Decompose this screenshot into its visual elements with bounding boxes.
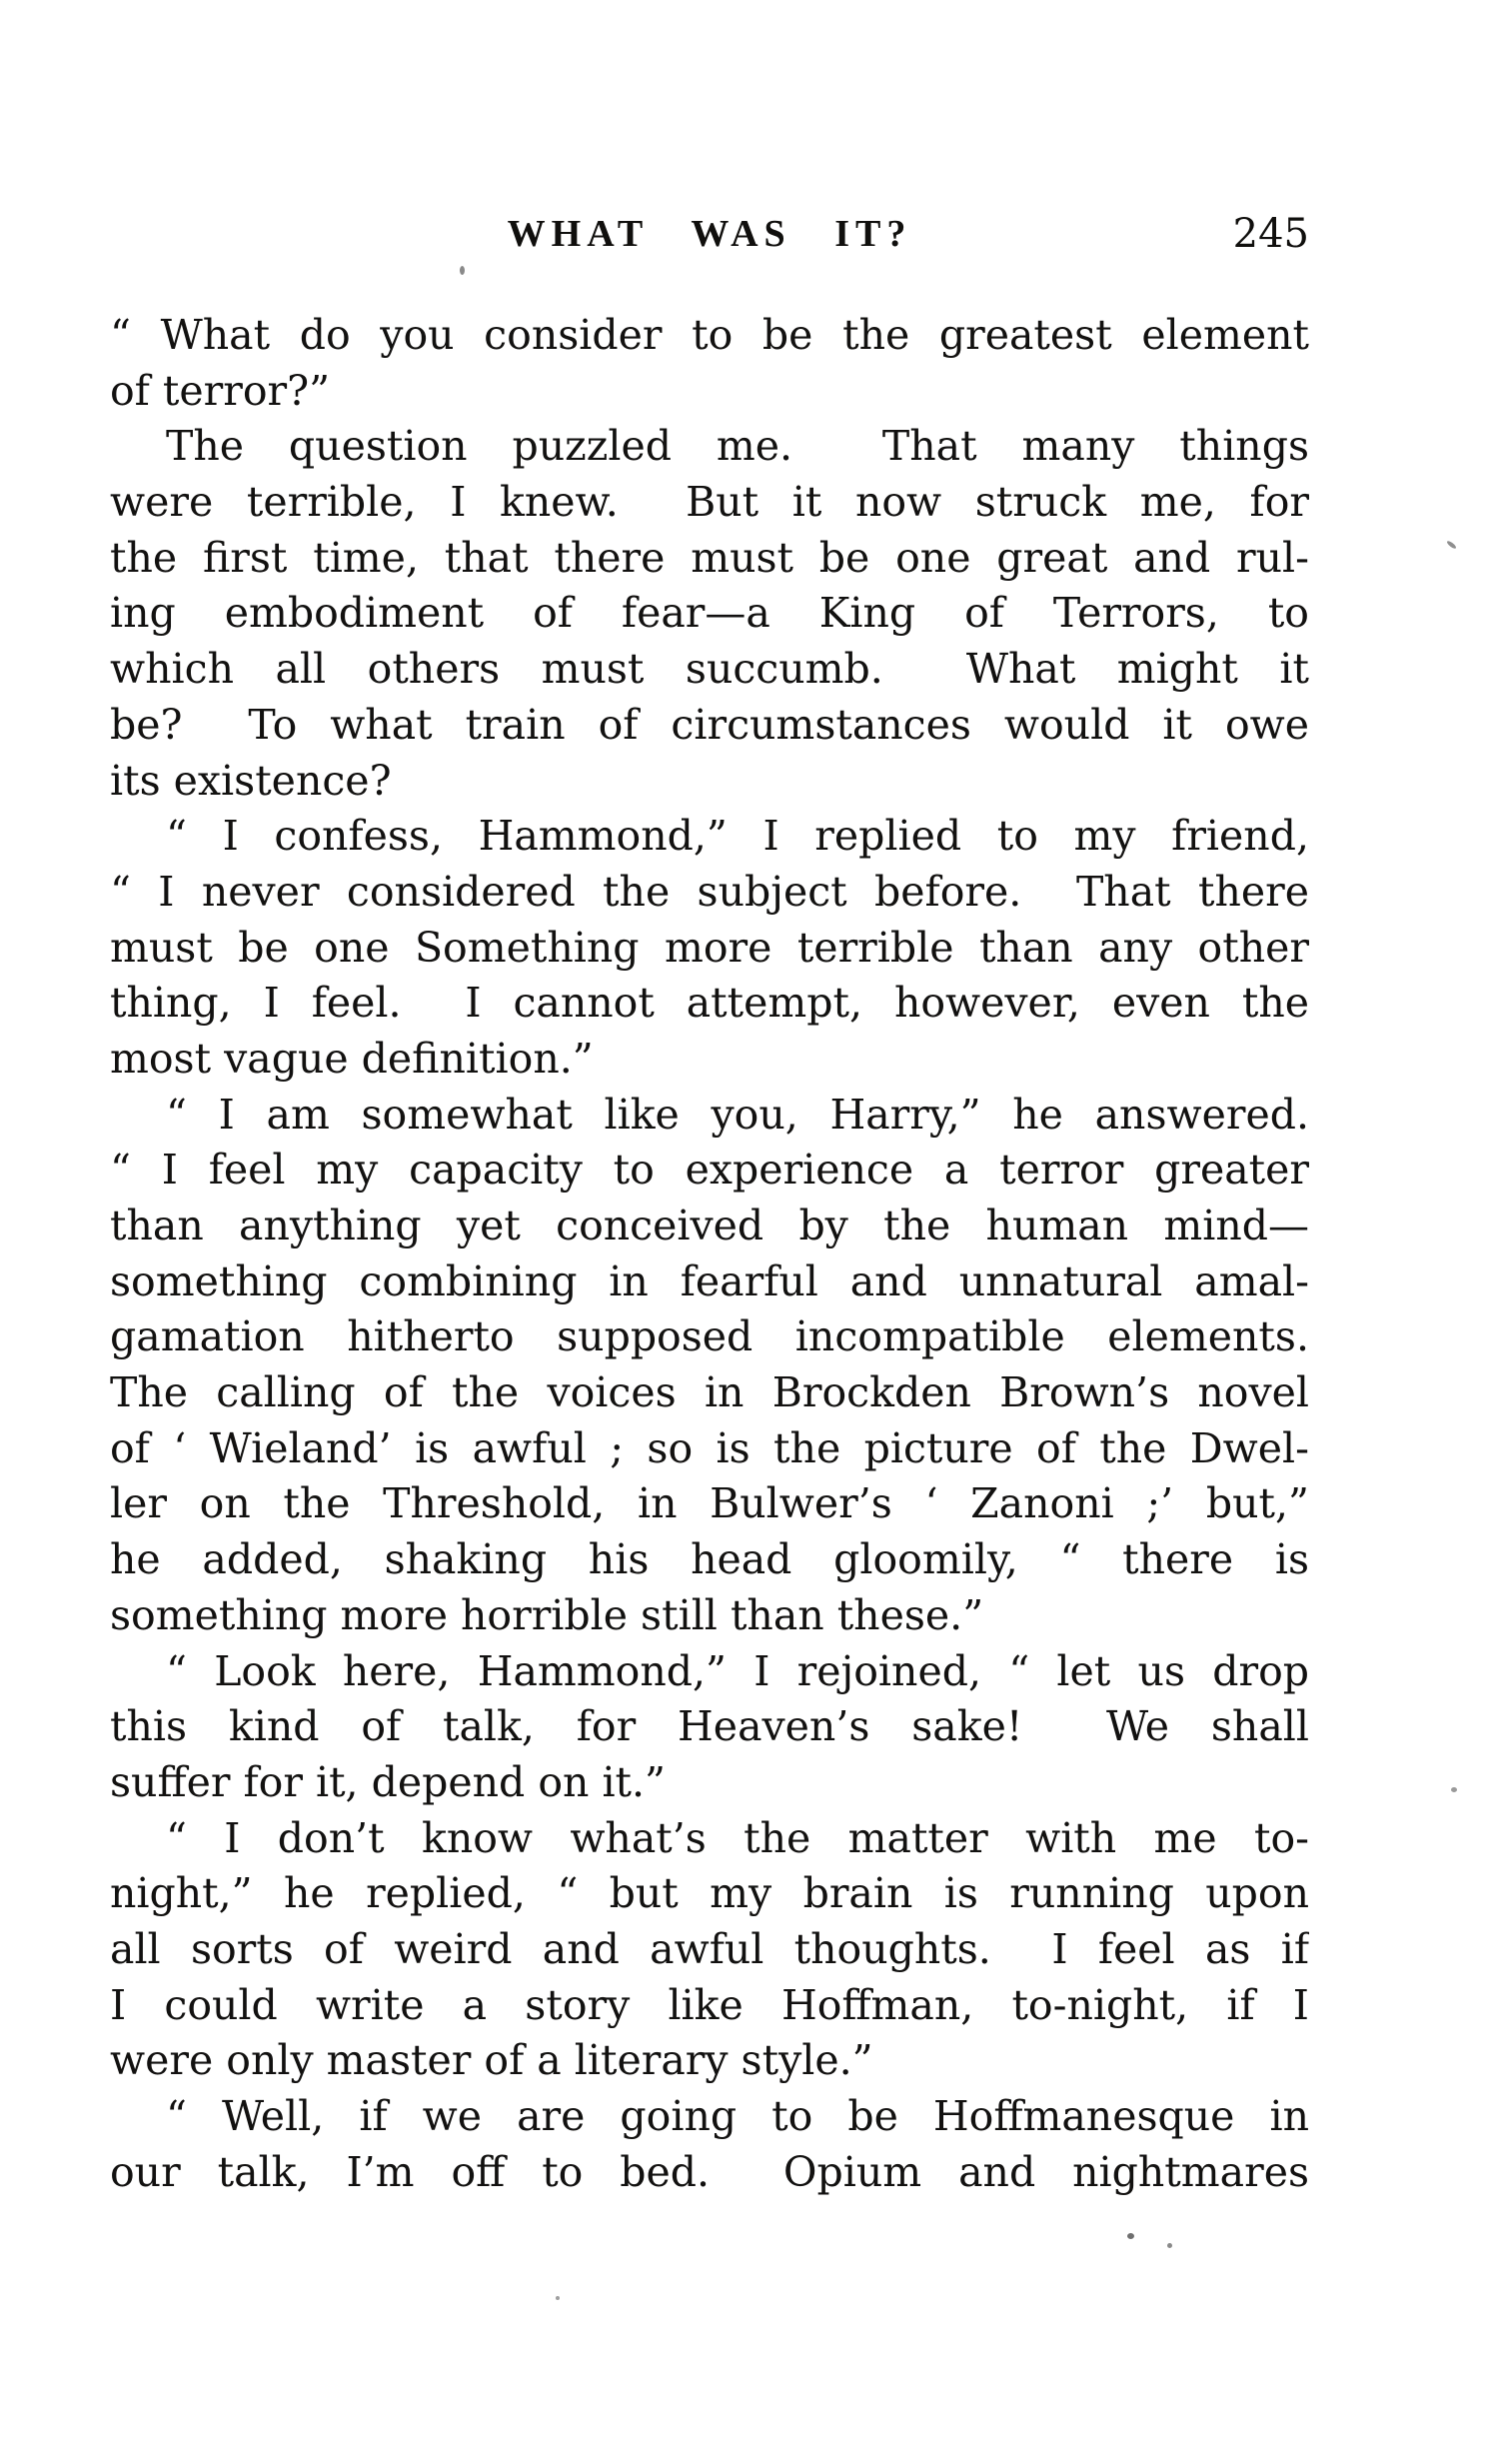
text-line: the first time, that there must be one great and rul- <box>110 533 1309 582</box>
text-line: “ I don’t know what’s the matter with me to- <box>166 1813 1309 1862</box>
text-line: I could write a story like Hoffman, to-night, if I <box>110 1980 1309 2029</box>
text-line: “ I feel my capacity to experience a terror greater <box>110 1146 1309 1195</box>
text-line: ler on the Threshold, in Bulwer’s ‘ Zanoni ;’ but,” <box>110 1479 1309 1528</box>
text-column <box>110 308 1309 2200</box>
running-header <box>110 210 1309 260</box>
text-line: suffer for it, depend on it.” <box>110 1757 667 1806</box>
text-line: something more horrible still than these.” <box>110 1590 984 1639</box>
text-line: its existence? <box>110 756 392 805</box>
text-line: “ Look here, Hammond,” I rejoined, “ let us drop <box>166 1646 1309 1695</box>
text-line: “ Well, if we are going to be Hoffmanesque in <box>166 2092 1309 2140</box>
text-line: “ I never considered the subject before. That there <box>110 867 1309 916</box>
scan-speck <box>556 2296 560 2300</box>
text-line: thing, I feel. I cannot attempt, however, even the <box>110 979 1309 1028</box>
text-line: he added, shaking his head gloomily, “ there is <box>110 1535 1309 1584</box>
text-line: “ What do you consider to be the greatest element <box>110 311 1309 359</box>
text-line: our talk, I’m off to bed. Opium and nightmares <box>110 2147 1309 2196</box>
text-line: ing embodiment of fear—a King of Terrors, to <box>110 589 1309 638</box>
text-line: all sorts of weird and awful thoughts. I feel as if <box>110 1924 1309 1973</box>
text-line: than anything yet conceived by the human mind— <box>110 1202 1309 1249</box>
text-line: something combining in fearful and unnatural amal- <box>110 1256 1309 1305</box>
text-line: were only master of a literary style.” <box>110 2036 873 2085</box>
scan-speck <box>1127 2233 1134 2239</box>
text-line: which all others must succumb. What might it <box>110 645 1309 694</box>
page-number: 245 <box>1232 211 1309 257</box>
scan-speck <box>1446 540 1457 550</box>
text-line: this kind of talk, for Heaven’s sake! We shall <box>110 1702 1309 1751</box>
text-line: of ‘ Wieland’ is awful ; so is the picture of the Dwel- <box>110 1423 1309 1472</box>
scan-speck <box>1167 2243 1172 2248</box>
text-line: must be one Something more terrible than any other <box>110 923 1309 972</box>
text-line: most vague definition.” <box>110 1034 594 1083</box>
text-line: were terrible, I knew. But it now struck me, for <box>110 478 1309 527</box>
text-line: be? To what train of circumstances would it owe <box>110 700 1309 749</box>
text-line: “ I confess, Hammond,” I replied to my friend, <box>166 812 1309 861</box>
running-title: WHAT WAS IT? <box>507 213 912 255</box>
text-line: of terror?” <box>110 366 331 415</box>
text-line: “ I am somewhat like you, Harry,” he answered. <box>166 1090 1309 1139</box>
text-line: gamation hitherto supposed incompatible elements. <box>110 1312 1309 1361</box>
text-line: night,” he replied, “ but my brain is running upon <box>110 1869 1309 1918</box>
text-line: The question puzzled me. That many things <box>166 422 1309 471</box>
scan-speck <box>460 266 465 275</box>
scan-speck <box>1451 1787 1457 1792</box>
text-line: The calling of the voices in Brockden Brown’s novel <box>110 1368 1309 1417</box>
